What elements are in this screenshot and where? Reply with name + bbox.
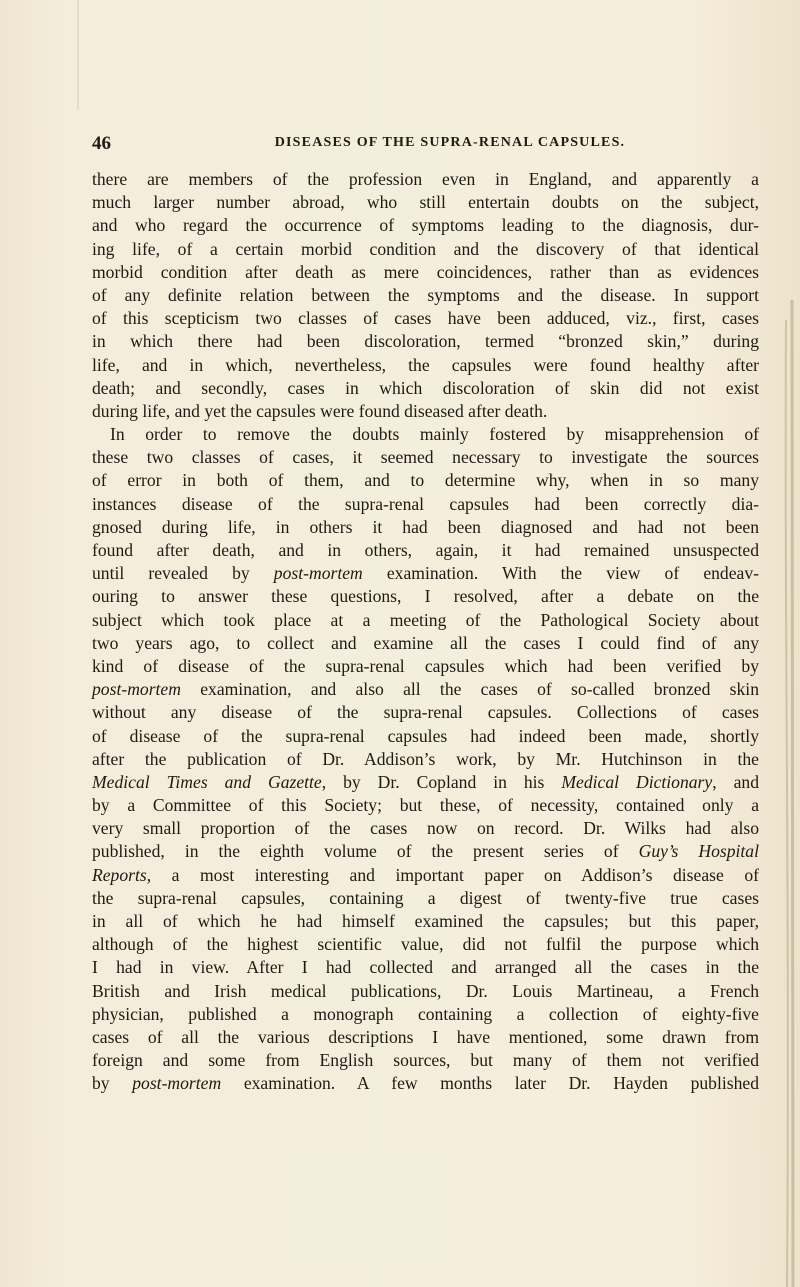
text-run: , and — [712, 771, 759, 792]
text-line — [92, 284, 759, 307]
text-run: very small proportion of the cases now on record. Dr. Wilks had also — [92, 818, 759, 839]
text-line — [92, 1026, 759, 1049]
text-run: in which there had been discoloration, termed “bronzed skin,” during — [92, 331, 759, 352]
text-line — [92, 469, 759, 492]
text-line — [92, 585, 759, 608]
text-line — [92, 933, 759, 956]
text-run: examination, and also all the cases of so-called bronzed skin — [180, 679, 759, 700]
text-line — [92, 817, 759, 840]
text-run: subject which took place at a meeting of the Pathological Society about — [92, 609, 759, 630]
italic-phrase: post-mortem — [132, 1073, 222, 1094]
text-line — [92, 168, 759, 191]
text-run: although of the highest scientific value, did not fulfil the purpose which — [92, 934, 759, 955]
text-run: instances disease of the supra-renal capsules had been correctly dia- — [92, 493, 759, 514]
text-line — [92, 377, 759, 400]
text-line — [92, 562, 759, 585]
text-line — [92, 1003, 759, 1026]
italic-phrase: Medical Dictionary — [561, 771, 713, 792]
text-line — [92, 539, 759, 562]
body-text — [92, 168, 759, 1096]
text-line — [92, 840, 759, 863]
text-line — [92, 609, 759, 632]
text-line — [92, 446, 759, 469]
text-run: cases of all the various descriptions I have mentioned, some drawn from — [92, 1026, 759, 1047]
text-line — [92, 493, 759, 516]
italic-phrase: post-mortem — [92, 679, 181, 700]
text-run: until revealed by — [92, 563, 274, 584]
text-line — [92, 354, 759, 377]
text-run: of disease of the supra-renal capsules had indeed been made, shortly — [92, 725, 759, 746]
text-run: , a most interesting and important paper on Addison’s disease of — [146, 864, 759, 885]
text-line — [92, 307, 759, 330]
running-head: DISEASES OF THE SUPRA-RENAL CAPSULES. — [274, 135, 626, 150]
text-run: I had in view. After I had collected and arranged all the cases in the — [92, 957, 759, 978]
text-line — [92, 887, 759, 910]
text-line — [92, 1049, 759, 1072]
text-line — [92, 400, 759, 423]
text-run: much larger number abroad, who still entertain doubts on the subject, — [92, 192, 759, 213]
text-line — [92, 655, 759, 678]
text-run: two years ago, to collect and examine all the cases I could find of any — [92, 632, 759, 653]
text-run: physician, published a monograph containing a collection of eighty-five — [92, 1003, 759, 1024]
text-run: of error in both of them, and to determine why, when in so many — [92, 470, 759, 491]
text-line — [92, 794, 759, 817]
text-line — [92, 632, 759, 655]
text-run: by a Committee of this Society; but these, of necessity, contained only a — [92, 795, 759, 816]
page-number: 46 — [92, 133, 111, 154]
text-line — [92, 330, 759, 353]
text-line — [92, 748, 759, 771]
page-header — [92, 133, 760, 155]
text-run: of any definite relation between the symptoms and the disease. In support — [92, 284, 759, 305]
text-run: gnosed during life, in others it had been diagnosed and had not been — [92, 516, 759, 537]
text-run: life, and in which, nevertheless, the capsules were found healthy after — [92, 354, 759, 375]
italic-phrase: Guy’s Hospital — [638, 841, 759, 862]
italic-phrase: Reports — [92, 864, 147, 885]
text-run: after the publication of Dr. Addison’s work, by Mr. Hutchinson in the — [92, 748, 759, 769]
text-run: during life, and yet the capsules were found diseased after death. — [92, 400, 548, 421]
text-run: morbid condition after death as mere coincidences, rather than as evidences — [92, 261, 759, 282]
text-run: there are members of the profession even in England, and apparently a — [92, 169, 759, 189]
paragraph — [92, 423, 759, 1095]
text-run: by — [92, 1073, 133, 1094]
text-run: examination. With the view of endeav- — [362, 563, 760, 584]
text-run: examination. A few months later Dr. Hayden published — [221, 1073, 759, 1094]
text-run: and who regard the occurrence of symptoms leading to the diagnosis, dur- — [92, 215, 759, 236]
paragraph — [92, 168, 759, 423]
text-line — [92, 214, 759, 237]
text-run: of this scepticism two classes of cases have been adduced, viz., first, cases — [92, 308, 759, 329]
text-line — [92, 191, 759, 214]
text-run: British and Irish medical publications, Dr. Louis Martineau, a French — [92, 980, 759, 1001]
text-line — [92, 956, 759, 979]
text-run: foreign and some from English sources, but many of them not verified — [92, 1050, 759, 1071]
text-line — [92, 423, 759, 446]
text-run: published, in the eighth volume of the present series of — [92, 841, 639, 862]
text-line — [92, 701, 759, 724]
text-run: found after death, and in others, again, it had remained unsuspected — [92, 540, 759, 560]
text-run: ing life, of a certain morbid condition and the discovery of that identical — [92, 238, 759, 259]
text-line — [92, 678, 759, 701]
text-run: ouring to answer these questions, I resolved, after a debate on the — [92, 586, 759, 607]
text-run: these two classes of cases, it seemed necessary to investigate the sources — [92, 447, 759, 468]
text-run: In order to remove the doubts mainly fostered by misapprehension of — [110, 424, 759, 445]
text-line — [92, 238, 759, 261]
text-line — [92, 771, 759, 794]
text-run: the supra-renal capsules, containing a digest of twenty-five true cases — [92, 887, 759, 908]
text-run: death; and secondly, cases in which discoloration of skin did not exist — [92, 377, 759, 398]
text-line — [92, 1072, 759, 1095]
text-line — [92, 980, 759, 1003]
text-line — [92, 516, 759, 539]
text-line — [92, 910, 759, 933]
italic-phrase: post-mortem — [273, 563, 363, 584]
text-run: , by Dr. Copland in his — [321, 771, 562, 792]
text-run: kind of disease of the supra-renal capsules which had been verified by — [92, 655, 759, 676]
text-line — [92, 725, 759, 748]
text-line — [92, 864, 759, 887]
text-run: without any disease of the supra-renal capsules. Collections of cases — [92, 702, 759, 723]
text-run: in all of which he had himself examined the capsules; but this paper, — [92, 911, 759, 931]
text-line — [92, 261, 759, 284]
italic-phrase: Medical Times and Gazette — [92, 771, 322, 792]
